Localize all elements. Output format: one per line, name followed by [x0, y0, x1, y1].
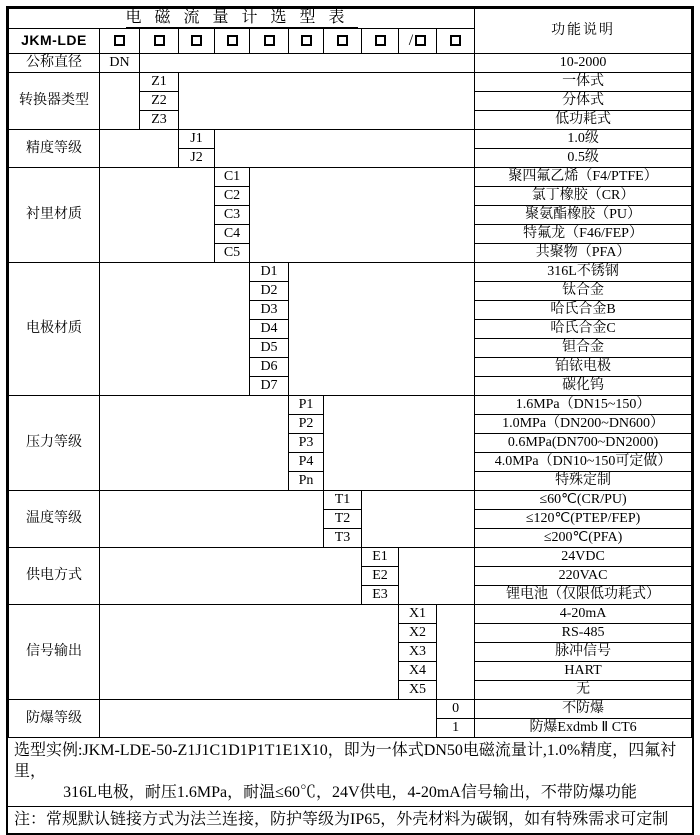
category-pressure-rating: 压力等级 [9, 396, 100, 491]
code-J1: J1 [179, 130, 215, 149]
desc-E2: 220VAC [475, 567, 692, 586]
code-P3: P3 [289, 434, 324, 453]
checkbox-icon [114, 35, 125, 46]
desc-Z2: 分体式 [475, 92, 692, 111]
code-E2: E2 [362, 567, 399, 586]
desc-D4: 哈氏合金C [475, 320, 692, 339]
title-row [9, 9, 692, 29]
checkbox-icon [337, 35, 348, 46]
blank-cell [100, 263, 250, 396]
desc-D6: 铂铱电极 [475, 358, 692, 377]
checkbox-icon [264, 35, 275, 46]
spec-row [9, 73, 692, 92]
selection-example-line2: 316L电极，耐压1.6MPa，耐温≤60℃，24V供电，4-20mA信号输出，不带防爆功能 [63, 784, 637, 801]
spec-row [9, 605, 692, 624]
checkbox-icon [375, 35, 386, 46]
code-Z2: Z2 [140, 92, 179, 111]
code-D7: D7 [250, 377, 289, 396]
spec-row [9, 130, 692, 149]
category-converter-type: 转换器类型 [9, 73, 100, 130]
desc-T3: ≤200℃(PFA) [475, 529, 692, 548]
model-prefix: JKM-LDE [21, 32, 87, 48]
desc-D3: 哈氏合金B [475, 301, 692, 320]
blank-cell [289, 263, 475, 396]
desc-D7: 碳化钨 [475, 377, 692, 396]
desc-C1: 聚四氟乙烯（F4/PTFE） [475, 168, 692, 187]
desc-D1: 316L不锈钢 [475, 263, 692, 282]
model-checkbox-cell [399, 29, 437, 54]
spec-row [9, 548, 692, 567]
category-power-supply: 供电方式 [9, 548, 100, 605]
code-X3: X3 [399, 643, 437, 662]
code-D4: D4 [250, 320, 289, 339]
code-J2: J2 [179, 149, 215, 168]
category-electrode-material: 电极材质 [9, 263, 100, 396]
checkbox-icon [450, 35, 461, 46]
code-D3: D3 [250, 301, 289, 320]
desc-X5: 无 [475, 681, 692, 700]
desc-P3: 0.6MPa(DN700~DN2000) [475, 434, 692, 453]
desc-C3: 聚氨酯橡胶（PU） [475, 206, 692, 225]
blank-cell [100, 168, 215, 263]
table-title: 电磁流量计选型表 [125, 9, 358, 26]
desc-D5: 钽合金 [475, 339, 692, 358]
code-T3: T3 [324, 529, 362, 548]
code-0: 0 [437, 700, 475, 719]
category-temperature-rating: 温度等级 [9, 491, 100, 548]
model-checkbox-cell [140, 29, 179, 54]
code-E3: E3 [362, 586, 399, 605]
selection-table-container [6, 6, 694, 835]
blank-cell [250, 168, 475, 263]
category-explosion-proof: 防爆等级 [9, 700, 100, 738]
desc-X3: 脉冲信号 [475, 643, 692, 662]
model-checkbox-cell [250, 29, 289, 54]
blank-cell [100, 396, 289, 491]
desc-E3: 锂电池（仅限低功耗式） [475, 586, 692, 605]
checkbox-icon [227, 35, 238, 46]
desc-C2: 氯丁橡胶（CR） [475, 187, 692, 206]
selection-example-line1: 选型实例:JKM-LDE-50-Z1J1C1D1P1T1E1X10，即为一体式DN50电磁流量计,1.0%精度，四氟衬里， [14, 742, 677, 780]
model-checkbox-cell [215, 29, 250, 54]
desc-C5: 共聚物（PFA） [475, 244, 692, 263]
model-checkbox-cell [100, 29, 140, 54]
blank-cell [399, 548, 475, 605]
table-title-cell [9, 9, 475, 29]
code-C1: C1 [215, 168, 250, 187]
code-D5: D5 [250, 339, 289, 358]
code-D2: D2 [250, 282, 289, 301]
blank-cell [100, 73, 140, 130]
blank-cell [437, 605, 475, 700]
spec-row [9, 168, 692, 187]
category-liner-material: 衬里材质 [9, 168, 100, 263]
desc-Z3: 低功耗式 [475, 111, 692, 130]
desc-J1: 1.0级 [475, 130, 692, 149]
code-C3: C3 [215, 206, 250, 225]
spec-row [9, 396, 692, 415]
desc-P4: 4.0MPa（DN10~150可定做） [475, 453, 692, 472]
blank-cell [100, 130, 179, 168]
code-1: 1 [437, 719, 475, 738]
code-X5: X5 [399, 681, 437, 700]
code-Pn: Pn [289, 472, 324, 491]
checkbox-icon [154, 35, 165, 46]
blank-cell [100, 700, 437, 738]
checkbox-icon [415, 35, 426, 46]
blank-cell [215, 130, 475, 168]
model-prefix-cell [9, 29, 100, 54]
code-C2: C2 [215, 187, 250, 206]
blank-cell [100, 605, 399, 700]
blank-cell [179, 73, 475, 130]
code-X2: X2 [399, 624, 437, 643]
code-T1: T1 [324, 491, 362, 510]
code-C4: C4 [215, 225, 250, 244]
desc-X1: 4-20mA [475, 605, 692, 624]
slash-separator: / [408, 31, 414, 49]
code-X4: X4 [399, 662, 437, 681]
model-checkbox-cell [324, 29, 362, 54]
spec-row [9, 54, 692, 73]
blank-cell [324, 396, 475, 491]
model-checkbox-cell [437, 29, 475, 54]
category-nominal-diameter: 公称直径 [9, 54, 100, 73]
desc-E1: 24VDC [475, 548, 692, 567]
model-checkbox-cell [179, 29, 215, 54]
blank-cell [100, 548, 362, 605]
blank-cell [362, 491, 475, 548]
model-checkbox-cell [289, 29, 324, 54]
category-accuracy-class: 精度等级 [9, 130, 100, 168]
model-checkbox-cell [362, 29, 399, 54]
desc-X4: HART [475, 662, 692, 681]
checkbox-icon [301, 35, 312, 46]
desc-T2: ≤120℃(PTEP/FEP) [475, 510, 692, 529]
code-Z1: Z1 [140, 73, 179, 92]
desc-C4: 特氟龙（F46/FEP） [475, 225, 692, 244]
spec-row [9, 700, 692, 719]
desc-DN: 10-2000 [475, 54, 692, 73]
spec-row [9, 491, 692, 510]
desc-Z1: 一体式 [475, 73, 692, 92]
code-P2: P2 [289, 415, 324, 434]
desc-1: 防爆Exdmb Ⅱ CT6 [475, 719, 692, 738]
desc-X2: RS-485 [475, 624, 692, 643]
code-C5: C5 [215, 244, 250, 263]
code-Z3: Z3 [140, 111, 179, 130]
code-P4: P4 [289, 453, 324, 472]
desc-J2: 0.5级 [475, 149, 692, 168]
blank-cell [140, 54, 475, 73]
code-D6: D6 [250, 358, 289, 377]
desc-T1: ≤60℃(CR/PU) [475, 491, 692, 510]
code-E1: E1 [362, 548, 399, 567]
selection-table [8, 8, 692, 738]
function-header: 功能说明 [475, 9, 692, 54]
spec-row [9, 263, 692, 282]
desc-D2: 钛合金 [475, 282, 692, 301]
code-T2: T2 [324, 510, 362, 529]
desc-P2: 1.0MPa（DN200~DN600） [475, 415, 692, 434]
desc-P1: 1.6MPa（DN15~150） [475, 396, 692, 415]
desc-0: 不防爆 [475, 700, 692, 719]
blank-cell [100, 491, 324, 548]
selection-example [8, 738, 692, 807]
checkbox-icon [191, 35, 202, 46]
code-X1: X1 [399, 605, 437, 624]
category-signal-output: 信号输出 [9, 605, 100, 700]
code-P1: P1 [289, 396, 324, 415]
desc-Pn: 特殊定制 [475, 472, 692, 491]
code-DN: DN [100, 54, 140, 73]
note: 注：常规默认链接方式为法兰连接，防护等级为IP65，外壳材料为碳钢，如有特殊需求可定制 [14, 811, 669, 828]
code-D1: D1 [250, 263, 289, 282]
